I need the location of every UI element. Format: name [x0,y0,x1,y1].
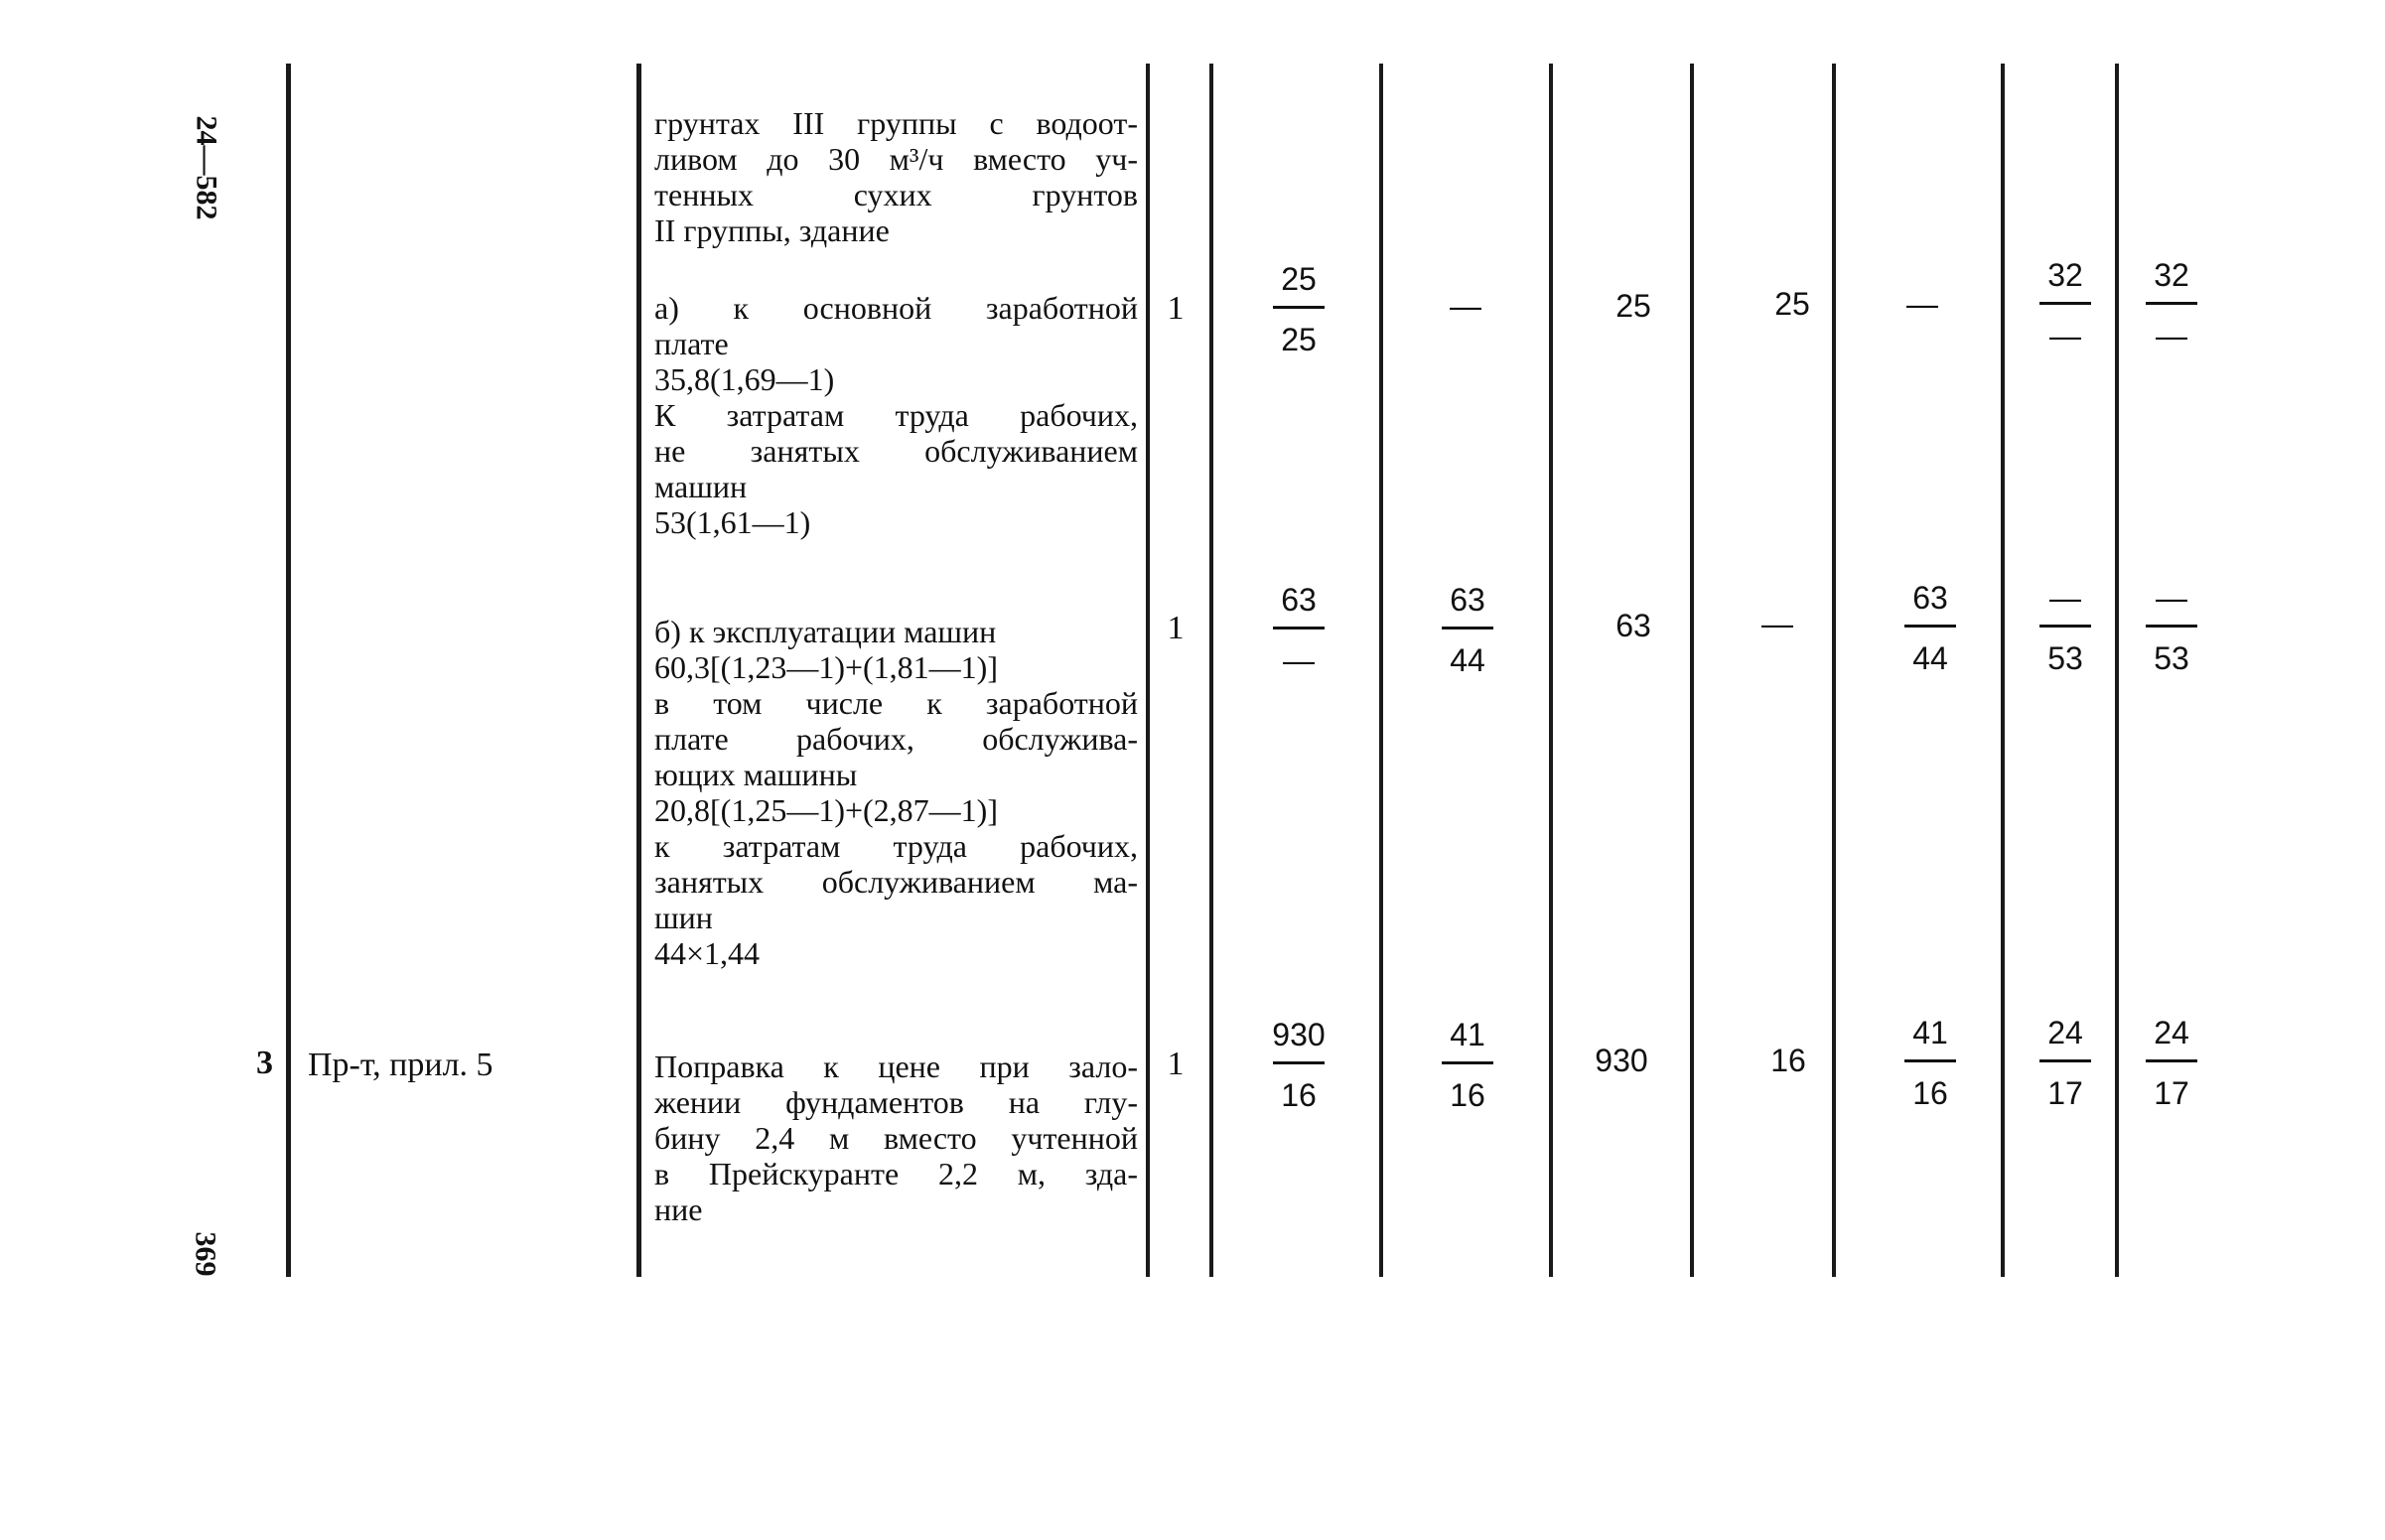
fraction-denominator: — [2156,318,2187,353]
fraction-denominator: 16 [1281,1077,1317,1113]
fraction-denominator: 44 [1912,640,1948,676]
desc-line: 53(1,61—1) [654,504,811,540]
fraction-bar [2039,625,2091,628]
fraction-bar [2039,302,2091,305]
row-b-description [654,614,1138,971]
row-3-col-4: 16 [1770,1043,1806,1078]
desc-line: бину 2,4 м вместо учтенной [654,1120,1138,1156]
fraction-numerator: 63 [1281,582,1317,618]
row-b-qty: 1 [1167,610,1185,646]
row-a-description [654,290,1138,540]
desc-line: жении фундаментов на глу- [654,1084,1138,1120]
fraction-bar [2039,1059,2091,1062]
column-rule-3 [1146,64,1150,1277]
fraction-bar [1273,1061,1325,1064]
column-rule-1 [286,64,291,1277]
desc-line: шин [654,900,713,935]
row-b-col-4: — [1761,606,1793,641]
fraction-numerator: 24 [2047,1015,2083,1050]
fraction-numerator: 32 [2154,257,2189,293]
row-a-col-5: — [1906,286,1938,322]
row-b-col-2 [1408,581,1527,679]
column-rule-4 [1209,64,1213,1277]
fraction-numerator: 32 [2047,257,2083,293]
fraction-bar [1904,625,1956,628]
fraction-denominator: — [1283,642,1315,678]
fraction-denominator: 17 [2154,1075,2189,1111]
desc-line: ющих машины [654,757,858,792]
row-3-col-3: 930 [1595,1043,1648,1078]
fraction-bar [1273,306,1325,309]
fraction-numerator: 24 [2154,1015,2189,1050]
page-number: 369 [189,1231,222,1277]
fraction-numerator: 930 [1272,1017,1326,1052]
row-b-col-5 [1871,579,1990,677]
desc-line: 35,8(1,69—1) [654,361,835,397]
row-b-col-6 [2006,579,2125,677]
desc-line: плате рабочих, обслужива- [654,721,1138,757]
row-a-col-4: 25 [1774,286,1810,322]
desc-line: грунтах III группы с водоот- [654,105,1138,141]
desc-line: машин [654,469,748,504]
desc-line: в Прейскуранте 2,2 м, зда- [654,1156,1138,1191]
fraction-denominator: 44 [1450,642,1485,678]
row-a-col-3: 25 [1615,288,1651,324]
row-3-qty: 1 [1167,1046,1185,1082]
desc-line: не занятых обслуживанием [654,433,1138,469]
desc-line: плате [654,326,729,361]
row-b-col-3: 63 [1615,608,1651,643]
desc-line: ливом до 30 м³/ч вместо уч- [654,141,1138,177]
desc-line: к затратам труда рабочих, [654,828,1138,864]
row-3-description [654,1049,1138,1227]
row-a-col-2: — [1450,288,1481,324]
row-3-col-1 [1239,1016,1358,1114]
fraction-bar [2146,625,2197,628]
row-3-col-5 [1871,1014,1990,1112]
row-a-col-6 [2006,256,2125,354]
desc-line: Поправка к цене при зало- [654,1049,1138,1084]
fraction-bar [1904,1059,1956,1062]
row-reference: Пр-т, прил. 5 [308,1047,493,1083]
desc-line: 20,8[(1,25—1)+(2,87—1)] [654,792,998,828]
fraction-denominator: 53 [2154,640,2189,676]
row-3-col-7 [2112,1014,2231,1112]
fraction-numerator: — [2049,580,2081,616]
row-b-col-1 [1239,581,1358,679]
row-b-col-7 [2112,579,2231,677]
fraction-denominator: 53 [2047,640,2083,676]
column-rule-9 [2001,64,2005,1277]
fraction-denominator: 16 [1912,1075,1948,1111]
desc-line: а) к основной заработной [654,290,1138,326]
fraction-denominator: 16 [1450,1077,1485,1113]
fraction-bar [2146,1059,2197,1062]
desc-line: К затратам труда рабочих, [654,397,1138,433]
fraction-denominator: 25 [1281,322,1317,357]
row-3-col-2 [1408,1016,1527,1114]
fraction-numerator: 41 [1450,1017,1485,1052]
fraction-numerator: 63 [1912,580,1948,616]
column-rule-7 [1690,64,1694,1277]
desc-line: занятых обслуживанием ма- [654,864,1138,900]
fraction-numerator: 41 [1912,1015,1948,1050]
fraction-denominator: — [2049,318,2081,353]
fraction-numerator: 25 [1281,261,1317,297]
desc-line: 44×1,44 [654,935,761,971]
column-rule-6 [1549,64,1553,1277]
fraction-bar [1442,627,1493,630]
desc-line: ние [654,1191,703,1227]
row-number: 3 [256,1045,273,1081]
column-rule-2 [636,64,641,1277]
fraction-denominator: 17 [2047,1075,2083,1111]
row-a-qty: 1 [1167,290,1185,327]
document-code: 24—582 [190,115,223,220]
desc-line: б) к эксплуатации машин [654,614,997,649]
row-a-col-1 [1239,260,1358,358]
column-rule-5 [1379,64,1383,1277]
fraction-bar [1273,627,1325,630]
column-rule-8 [1832,64,1836,1277]
fraction-bar [2146,302,2197,305]
fraction-bar [1442,1061,1493,1064]
row-3-col-6 [2006,1014,2125,1112]
desc-line: II группы, здание [654,212,890,248]
desc-line: 60,3[(1,23—1)+(1,81—1)] [654,649,998,685]
header-description [654,105,1138,248]
fraction-numerator: — [2156,580,2187,616]
desc-line: тенных сухих грунтов [654,177,1138,212]
fraction-numerator: 63 [1450,582,1485,618]
desc-line: в том числе к заработной [654,685,1138,721]
row-a-col-7 [2112,256,2231,354]
